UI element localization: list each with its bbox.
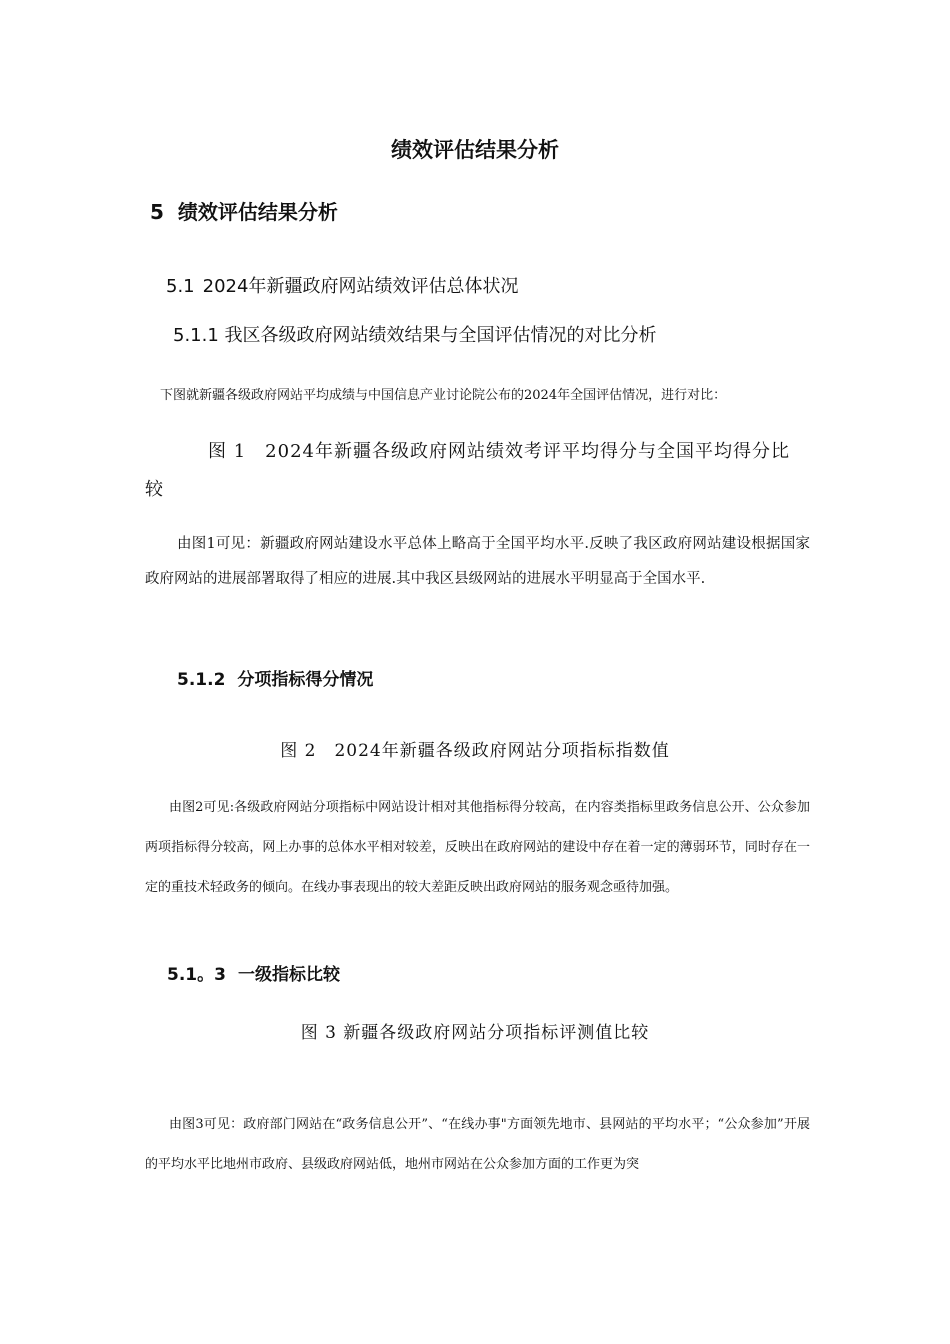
section-5-1-number: 5.1 (166, 276, 195, 297)
section-5-1-2-number: 5.1.2 (177, 670, 226, 690)
section-5-number: 5 (150, 200, 164, 224)
section-5-1-heading (166, 272, 518, 298)
paragraph-figure-3-analysis: 由图3可见：政府部门网站在“政务信息公开”、“在线办事"方面领先地市、县网站的平均水平；“公众参加”开展的平均水平比地州市政府、县级政府网站低，地州市网站在公众参加方面的工作更为突 (145, 1117, 810, 1172)
section-5-1-1-heading: 5.1.1 我区各级政府网站绩效结果与全国评估情况的对比分析 (173, 325, 657, 346)
section-5-1-2-title: 分项指标得分情况 (237, 670, 374, 690)
section-5-1-2-heading (177, 665, 373, 690)
figure-2-caption: 图 2 2024年新疆各级政府网站分项指标指数值 (280, 741, 670, 761)
section-5-1-3-number: 5.1。3 (167, 965, 226, 985)
section-5-title: 绩效评估结果分析 (177, 200, 338, 224)
paragraph-figure-1-analysis: 由图1可见：新疆政府网站建设水平总体上略高于全国平均水平.反映了我区政府网站建设根据国家政府网站的进展部署取得了相应的进展.其中我区县级网站的进展水平明显高于全国水平. (145, 536, 810, 587)
figure-1-caption-continued: 较 (145, 479, 163, 500)
intro-paragraph: 下图就新疆各级政府网站平均成绩与中国信息产业讨论院公布的2024年全国评估情况，进行对比： (160, 388, 727, 403)
paragraph-figure-2-analysis: 由图2可见:各级政府网站分项指标中网站设计相对其他指标得分较高，在内容类指标里政务信息公开、公众参加两项指标得分较高，网上办事的总体水平相对较差，反映出在政府网站的建设中存在着一定的薄弱环节，同时存在一定的重技术轻政务的倾向。在线办事表现出的较大差距反映出政府网站的服务观念亟待加强。 (145, 800, 810, 895)
section-5-1-title: 2024年新疆政府网站绩效评估总体状况 (202, 276, 519, 297)
section-5-1-3-heading (167, 960, 340, 985)
document-title: 绩效评估结果分析 (391, 138, 559, 162)
section-5-1-3-title: 一级指标比较 (237, 965, 340, 985)
section-5-heading (150, 196, 338, 225)
figure-1-caption: 图 1 2024年新疆各级政府网站绩效考评平均得分与全国平均得分比 (208, 441, 790, 462)
figure-3-caption: 图 3 新疆各级政府网站分项指标评测值比较 (300, 1023, 650, 1043)
